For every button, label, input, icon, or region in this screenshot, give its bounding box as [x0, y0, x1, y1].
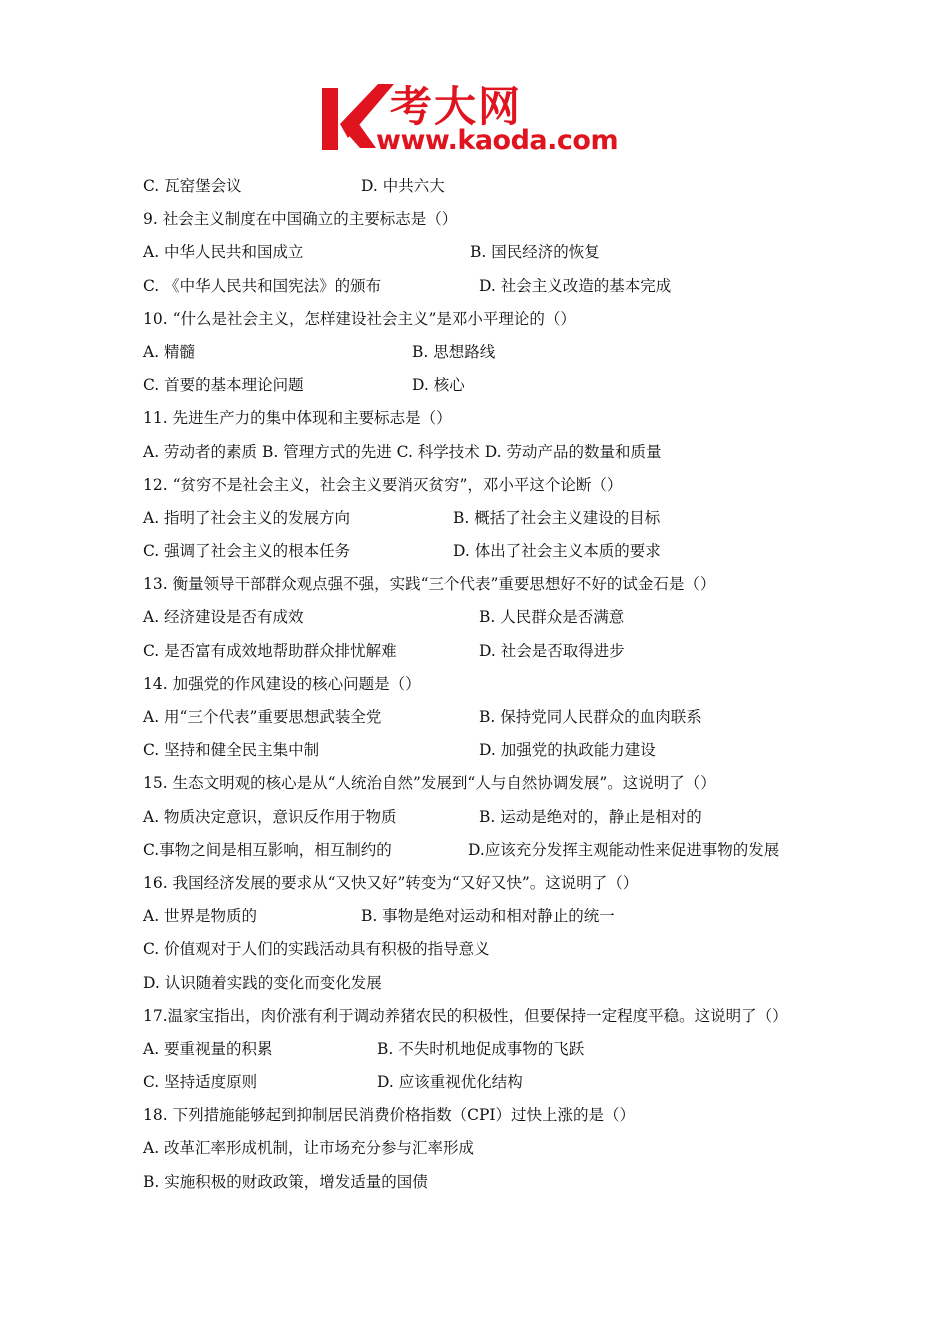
text-line	[143, 305, 823, 338]
text-segment: D. 应该重视优化结构	[377, 1073, 523, 1092]
text-segment: 13. 衡量领导干部群众观点强不强，实践“三个代表”重要思想好不好的试金石是（）	[143, 575, 716, 594]
text-line	[143, 1168, 823, 1201]
text-segment: B. 保持党同人民群众的血肉联系	[479, 708, 702, 726]
text-line	[143, 1068, 823, 1101]
text-line	[143, 769, 823, 802]
text-segment: 12. “贫穷不是社会主义，社会主义要消灭贫穷”，邓小平这个论断（）	[143, 475, 623, 494]
text-segment: 18. 下列措施能够起到抑制居民消费价格指数（CPI）过快上涨的是（）	[143, 1106, 635, 1125]
text-segment: C. 《中华人民共和国宪法》的颁布	[143, 276, 382, 295]
text-segment: B. 实施积极的财政政策，增发适量的国债	[143, 1172, 428, 1191]
text-line	[143, 438, 823, 471]
text-segment: A. 世界是物质的	[143, 907, 258, 926]
text-segment: A. 经济建设是否有成效	[143, 608, 304, 627]
text-line	[143, 1035, 823, 1068]
text-line	[143, 869, 823, 902]
text-segment: C. 强调了社会主义的根本任务	[143, 542, 351, 561]
text-line	[143, 504, 823, 537]
text-line	[143, 969, 823, 1002]
text-line	[143, 1101, 823, 1134]
text-segment: A. 改革汇率形成机制，让市场充分参与汇率形成	[143, 1139, 475, 1158]
text-segment: 10. “什么是社会主义，怎样建设社会主义”是邓小平理论的（）	[143, 309, 576, 328]
text-segment: A. 用“三个代表”重要思想武装全党	[143, 708, 382, 726]
text-line	[143, 272, 823, 305]
text-segment: A. 指明了社会主义的发展方向	[143, 508, 351, 527]
text-segment: B. 事物是绝对运动和相对静止的统一	[361, 907, 615, 926]
text-line	[143, 603, 823, 636]
text-line	[143, 205, 823, 238]
text-line	[143, 172, 823, 205]
text-segment: D. 体出了社会主义本质的要求	[453, 542, 661, 561]
text-line	[143, 703, 823, 736]
text-line	[143, 1134, 823, 1167]
text-line	[143, 935, 823, 968]
text-segment: 15. 生态文明观的核心是从“人统治自然”发展到“人与自然协调发展”。这说明了（）	[143, 774, 716, 793]
text-segment: B. 思想路线	[412, 342, 496, 361]
text-segment: B. 国民经济的恢复	[470, 243, 600, 262]
text-segment: A. 精髓	[143, 342, 196, 361]
text-segment: C. 首要的基本理论问题	[143, 376, 304, 395]
text-line	[143, 404, 823, 437]
text-segment: C. 坚持和健全民主集中制	[143, 741, 320, 760]
text-segment: A. 物质决定意识，意识反作用于物质	[143, 807, 397, 826]
text-line	[143, 670, 823, 703]
text-segment: C. 价值观对于人们的实践活动具有积极的指导意义	[143, 940, 490, 959]
text-segment: C. 是否富有成效地帮助群众排忧解难	[143, 641, 397, 660]
text-segment: D. 社会主义改造的基本完成	[479, 276, 672, 295]
logo-url-text: www.kaoda.com	[376, 125, 619, 156]
text-segment: A. 要重视量的积累	[143, 1039, 273, 1058]
logo-brand-text: 考大网	[390, 82, 523, 131]
text-line	[143, 338, 823, 371]
text-segment: B. 概括了社会主义建设的目标	[453, 508, 661, 527]
text-segment: D. 核心	[412, 376, 465, 395]
text-line	[143, 1002, 823, 1035]
text-line	[143, 371, 823, 404]
text-segment: A. 劳动者的素质 B. 管理方式的先进 C. 科学技术 D. 劳动产品的数量和质量	[143, 442, 662, 461]
text-segment: 9. 社会主义制度在中国确立的主要标志是（）	[143, 210, 458, 229]
text-line	[143, 471, 823, 504]
text-segment: C. 坚持适度原则	[143, 1073, 258, 1092]
text-segment: D.应该充分发挥主观能动性来促进事物的发展	[468, 840, 780, 859]
text-segment: D. 认识随着实践的变化而变化发展	[143, 973, 382, 992]
text-line	[143, 238, 823, 271]
text-segment: C.事物之间是相互影响，相互制约的	[143, 840, 392, 859]
text-segment: 17.温家宝指出，肉价涨有利于调动养猪农民的积极性，但要保持一定程度平稳。这说明了（）	[143, 1006, 788, 1025]
text-line	[143, 736, 823, 769]
text-segment: D. 社会是否取得进步	[479, 641, 625, 660]
text-segment: A. 中华人民共和国成立	[143, 243, 304, 262]
text-segment: 11. 先进生产力的集中体现和主要标志是（）	[143, 409, 452, 428]
text-segment: 14. 加强党的作风建设的核心问题是（）	[143, 674, 421, 693]
text-line	[143, 537, 823, 570]
text-line	[143, 836, 823, 869]
kaoda-logo	[318, 80, 638, 160]
text-line	[143, 803, 823, 836]
text-segment: D. 加强党的执政能力建设	[479, 741, 656, 760]
text-segment: 16. 我国经济发展的要求从“又快又好”转变为“又好又快”。这说明了（）	[143, 873, 639, 892]
text-segment: C. 瓦窑堡会议	[143, 177, 242, 195]
text-line	[143, 902, 823, 935]
text-segment: B. 不失时机地促成事物的飞跃	[377, 1039, 585, 1058]
text-segment: B. 人民群众是否满意	[479, 608, 625, 627]
question-content	[143, 172, 823, 1201]
text-line	[143, 637, 823, 670]
text-line	[143, 570, 823, 603]
text-segment: D. 中共六大	[361, 177, 445, 195]
text-segment: B. 运动是绝对的，静止是相对的	[479, 807, 702, 826]
